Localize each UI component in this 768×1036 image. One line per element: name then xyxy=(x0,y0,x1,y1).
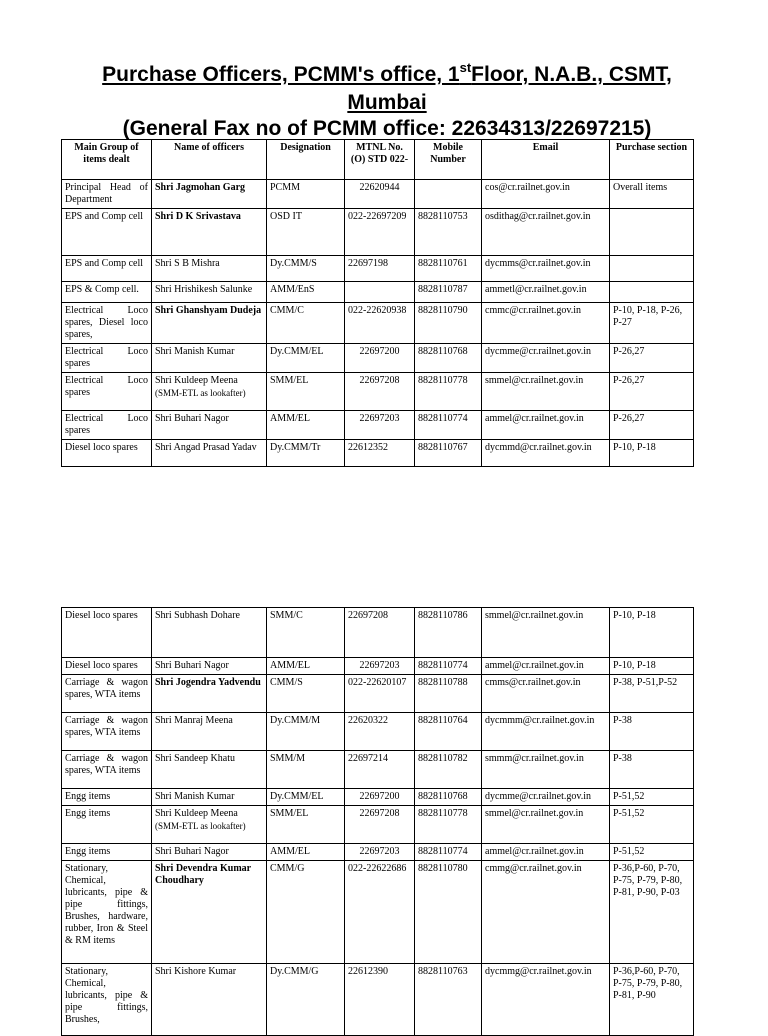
cell-mtnl: 22697198 xyxy=(345,256,415,282)
table-row xyxy=(62,658,694,675)
cell-designation: AMM/EL xyxy=(267,658,345,675)
cell-group: EPS and Comp cell xyxy=(62,256,152,282)
cell-section: P-36,P-60, P-70, P-75, P-79, P-80, P-81, P-90 xyxy=(610,964,694,1036)
table-row xyxy=(62,256,694,282)
cell-mobile: 8828110790 xyxy=(415,303,482,344)
cell-designation: CMM/S xyxy=(267,675,345,713)
cell-group: Engg items xyxy=(62,806,152,844)
cell-designation: Dy.CMM/S xyxy=(267,256,345,282)
cell-section: Overall items xyxy=(610,180,694,209)
table-row xyxy=(62,282,694,303)
cell-officer-name xyxy=(152,675,267,713)
cell-group: Electrical Loco spares xyxy=(62,373,152,411)
cell-officer-name xyxy=(152,282,267,303)
officer-name: Shri D K Srivastava xyxy=(155,211,241,222)
cell-officer-name xyxy=(152,256,267,282)
cell-mobile: 8828110787 xyxy=(415,282,482,303)
cell-email: dycmmg@cr.railnet.gov.in xyxy=(482,964,610,1036)
cell-designation: Dy.CMM/EL xyxy=(267,344,345,373)
cell-designation: CMM/C xyxy=(267,303,345,344)
table-row xyxy=(62,751,694,789)
cell-mobile: 8828110786 xyxy=(415,608,482,658)
cell-email: dycmmd@cr.railnet.gov.in xyxy=(482,440,610,467)
cell-section: P-10, P-18, P-26, P-27 xyxy=(610,303,694,344)
cell-section: P-36,P-60, P-70, P-75, P-79, P-80, P-81, P-90, P-03 xyxy=(610,861,694,964)
cell-mobile: 8828110778 xyxy=(415,806,482,844)
cell-group: Carriage & wagon spares, WTA items xyxy=(62,675,152,713)
cell-email: cos@cr.railnet.gov.in xyxy=(482,180,610,209)
cell-mtnl: 22612352 xyxy=(345,440,415,467)
officer-name: Shri Manraj Meena xyxy=(155,715,233,726)
table-row xyxy=(62,675,694,713)
cell-section: P-38 xyxy=(610,713,694,751)
officer-name: Shri Jogendra Yadvendu xyxy=(155,677,261,688)
table-row xyxy=(62,303,694,344)
cell-designation: OSD IT xyxy=(267,209,345,256)
cell-group: Principal Head of Department xyxy=(62,180,152,209)
cell-designation: SMM/C xyxy=(267,608,345,658)
cell-group: Engg items xyxy=(62,844,152,861)
cell-mobile: 8828110767 xyxy=(415,440,482,467)
officer-name: Shri Angad Prasad Yadav xyxy=(155,442,257,453)
cell-mtnl: 22620322 xyxy=(345,713,415,751)
table-row xyxy=(62,373,694,411)
cell-designation: AMM/EnS xyxy=(267,282,345,303)
table-row xyxy=(62,964,694,1036)
cell-officer-name xyxy=(152,303,267,344)
header-mtnl: MTNL No. (O) STD 022- xyxy=(345,140,415,180)
cell-designation: Dy.CMM/G xyxy=(267,964,345,1036)
cell-section: P-38 xyxy=(610,751,694,789)
header-section: Purchase section xyxy=(610,140,694,180)
title-line-2: Mumbai xyxy=(347,91,427,114)
cell-mobile: 8828110763 xyxy=(415,964,482,1036)
officer-name: Shri Subhash Dohare xyxy=(155,610,240,621)
cell-mobile: 8828110761 xyxy=(415,256,482,282)
cell-officer-name xyxy=(152,844,267,861)
table-row xyxy=(62,180,694,209)
cell-officer-name xyxy=(152,806,267,844)
cell-mobile: 8828110768 xyxy=(415,344,482,373)
cell-group: Carriage & wagon spares, WTA items xyxy=(62,751,152,789)
cell-section: P-51,52 xyxy=(610,806,694,844)
officer-name: Shri Buhari Nagor xyxy=(155,846,229,857)
cell-section: P-26,27 xyxy=(610,411,694,440)
cell-section: P-38, P-51,P-52 xyxy=(610,675,694,713)
cell-section: P-51,52 xyxy=(610,844,694,861)
officer-name: Shri Kuldeep Meena xyxy=(155,808,238,819)
cell-mtnl: 22697214 xyxy=(345,751,415,789)
officer-name: Shri Jagmohan Garg xyxy=(155,182,246,193)
cell-designation: AMM/EL xyxy=(267,844,345,861)
officer-name: Shri Manish Kumar xyxy=(155,791,235,802)
officer-name: Shri Buhari Nagor xyxy=(155,413,229,424)
cell-officer-name xyxy=(152,608,267,658)
officers-table-1 xyxy=(61,139,694,467)
cell-section: P-10, P-18 xyxy=(610,658,694,675)
header-group: Main Group of items dealt xyxy=(62,140,152,180)
cell-mobile: 8828110778 xyxy=(415,373,482,411)
cell-mobile: 8828110780 xyxy=(415,861,482,964)
cell-section: P-26,27 xyxy=(610,344,694,373)
cell-section xyxy=(610,282,694,303)
cell-group: Engg items xyxy=(62,789,152,806)
header-mobile: Mobile Number xyxy=(415,140,482,180)
cell-email: ammetl@cr.railnet.gov.in xyxy=(482,282,610,303)
table-row xyxy=(62,608,694,658)
cell-officer-name xyxy=(152,751,267,789)
header-name: Name of officers xyxy=(152,140,267,180)
title-line-1: Purchase Officers, PCMM's office, 1stFloor, N.A.B., CSMT, xyxy=(102,60,672,86)
table-row xyxy=(62,209,694,256)
cell-mtnl xyxy=(345,282,415,303)
cell-officer-name xyxy=(152,861,267,964)
cell-designation: Dy.CMM/EL xyxy=(267,789,345,806)
officers-table-2 xyxy=(61,607,694,1036)
cell-email: ammel@cr.railnet.gov.in xyxy=(482,411,610,440)
cell-section xyxy=(610,209,694,256)
table-row xyxy=(62,713,694,751)
cell-mobile: 8828110753 xyxy=(415,209,482,256)
officer-name: Shri Manish Kumar xyxy=(155,346,235,357)
table-row xyxy=(62,440,694,467)
cell-mtnl: 22620944 xyxy=(345,180,415,209)
cell-group: Carriage & wagon spares, WTA items xyxy=(62,713,152,751)
cell-section: P-26,27 xyxy=(610,373,694,411)
cell-email: dycmmm@cr.railnet.gov.in xyxy=(482,713,610,751)
cell-group: Stationary, Chemical, lubricants, pipe & pipe fittings, Brushes, hardware, rubber, Iron & Steel & RM items xyxy=(62,861,152,964)
cell-officer-name xyxy=(152,411,267,440)
cell-mobile: 8828110768 xyxy=(415,789,482,806)
cell-mobile: 8828110782 xyxy=(415,751,482,789)
cell-mtnl: 022-22620107 xyxy=(345,675,415,713)
cell-group: Electrical Loco spares, Diesel loco spares, xyxy=(62,303,152,344)
cell-officer-name xyxy=(152,344,267,373)
table-row xyxy=(62,344,694,373)
cell-officer-name xyxy=(152,658,267,675)
cell-designation: AMM/EL xyxy=(267,411,345,440)
cell-mtnl: 22697208 xyxy=(345,373,415,411)
cell-email: cmmg@cr.railnet.gov.in xyxy=(482,861,610,964)
table-row xyxy=(62,844,694,861)
cell-officer-name xyxy=(152,180,267,209)
cell-mtnl: 22697203 xyxy=(345,658,415,675)
table-row xyxy=(62,861,694,964)
cell-mobile: 8828110788 xyxy=(415,675,482,713)
cell-section: P-10, P-18 xyxy=(610,440,694,467)
officer-name: Shri Kishore Kumar xyxy=(155,966,237,977)
cell-email: ammel@cr.railnet.gov.in xyxy=(482,658,610,675)
officer-name: Shri S B Mishra xyxy=(155,258,220,269)
cell-mobile: 8828110774 xyxy=(415,844,482,861)
cell-group: Diesel loco spares xyxy=(62,608,152,658)
cell-officer-name xyxy=(152,373,267,411)
cell-group: Stationary, Chemical, lubricants, pipe & pipe fittings, Brushes, xyxy=(62,964,152,1036)
cell-officer-name xyxy=(152,713,267,751)
cell-designation: CMM/G xyxy=(267,861,345,964)
officer-note: (SMM-ETL as lookafter) xyxy=(155,388,246,398)
header-email: Email xyxy=(482,140,610,180)
officer-name: Shri Ghanshyam Dudeja xyxy=(155,305,262,316)
cell-mobile: 8828110774 xyxy=(415,658,482,675)
officer-name: Shri Hrishikesh Salunke xyxy=(155,284,253,295)
cell-email: smmm@cr.railnet.gov.in xyxy=(482,751,610,789)
cell-section: P-51,52 xyxy=(610,789,694,806)
cell-email: cmmc@cr.railnet.gov.in xyxy=(482,303,610,344)
cell-email: dycmms@cr.railnet.gov.in xyxy=(482,256,610,282)
cell-mtnl: 22697203 xyxy=(345,844,415,861)
cell-mtnl: 022-22620938 xyxy=(345,303,415,344)
cell-mtnl: 22697200 xyxy=(345,344,415,373)
cell-email: smmel@cr.railnet.gov.in xyxy=(482,373,610,411)
cell-officer-name xyxy=(152,964,267,1036)
cell-designation: Dy.CMM/M xyxy=(267,713,345,751)
cell-group: Diesel loco spares xyxy=(62,440,152,467)
cell-group: Electrical Loco spares xyxy=(62,344,152,373)
cell-mobile xyxy=(415,180,482,209)
cell-group: EPS and Comp cell xyxy=(62,209,152,256)
cell-designation: SMM/EL xyxy=(267,806,345,844)
cell-email: ammel@cr.railnet.gov.in xyxy=(482,844,610,861)
table-row xyxy=(62,789,694,806)
title-line-3: (General Fax no of PCMM office: 22634313/22697215) xyxy=(122,117,652,140)
cell-email: osdithag@cr.railnet.gov.in xyxy=(482,209,610,256)
cell-mtnl: 022-22622686 xyxy=(345,861,415,964)
table-row xyxy=(62,411,694,440)
officer-name: Shri Kuldeep Meena xyxy=(155,375,238,386)
officer-name: Shri Devendra Kumar Choudhary xyxy=(155,863,251,886)
cell-email: smmel@cr.railnet.gov.in xyxy=(482,806,610,844)
officer-note: (SMM-ETL as lookafter) xyxy=(155,821,246,831)
cell-email: cmms@cr.railnet.gov.in xyxy=(482,675,610,713)
cell-email: dycmme@cr.railnet.gov.in xyxy=(482,344,610,373)
cell-group: Diesel loco spares xyxy=(62,658,152,675)
header-designation: Designation xyxy=(267,140,345,180)
cell-mobile: 8828110774 xyxy=(415,411,482,440)
cell-designation: SMM/M xyxy=(267,751,345,789)
cell-group: Electrical Loco spares xyxy=(62,411,152,440)
cell-officer-name xyxy=(152,440,267,467)
cell-mtnl: 022-22697209 xyxy=(345,209,415,256)
cell-email: dycmme@cr.railnet.gov.in xyxy=(482,789,610,806)
table-row xyxy=(62,806,694,844)
cell-officer-name xyxy=(152,209,267,256)
cell-mtnl: 22697208 xyxy=(345,608,415,658)
cell-designation: SMM/EL xyxy=(267,373,345,411)
cell-designation: Dy.CMM/Tr xyxy=(267,440,345,467)
cell-mtnl: 22697200 xyxy=(345,789,415,806)
cell-mtnl: 22697203 xyxy=(345,411,415,440)
cell-officer-name xyxy=(152,789,267,806)
cell-section xyxy=(610,256,694,282)
cell-section: P-10, P-18 xyxy=(610,608,694,658)
cell-mtnl: 22697208 xyxy=(345,806,415,844)
cell-email: smmel@cr.railnet.gov.in xyxy=(482,608,610,658)
cell-mobile: 8828110764 xyxy=(415,713,482,751)
cell-designation: PCMM xyxy=(267,180,345,209)
cell-mtnl: 22612390 xyxy=(345,964,415,1036)
cell-group: EPS & Comp cell. xyxy=(62,282,152,303)
officer-name: Shri Buhari Nagor xyxy=(155,660,229,671)
officer-name: Shri Sandeep Khatu xyxy=(155,753,235,764)
table-header-row xyxy=(62,140,694,180)
